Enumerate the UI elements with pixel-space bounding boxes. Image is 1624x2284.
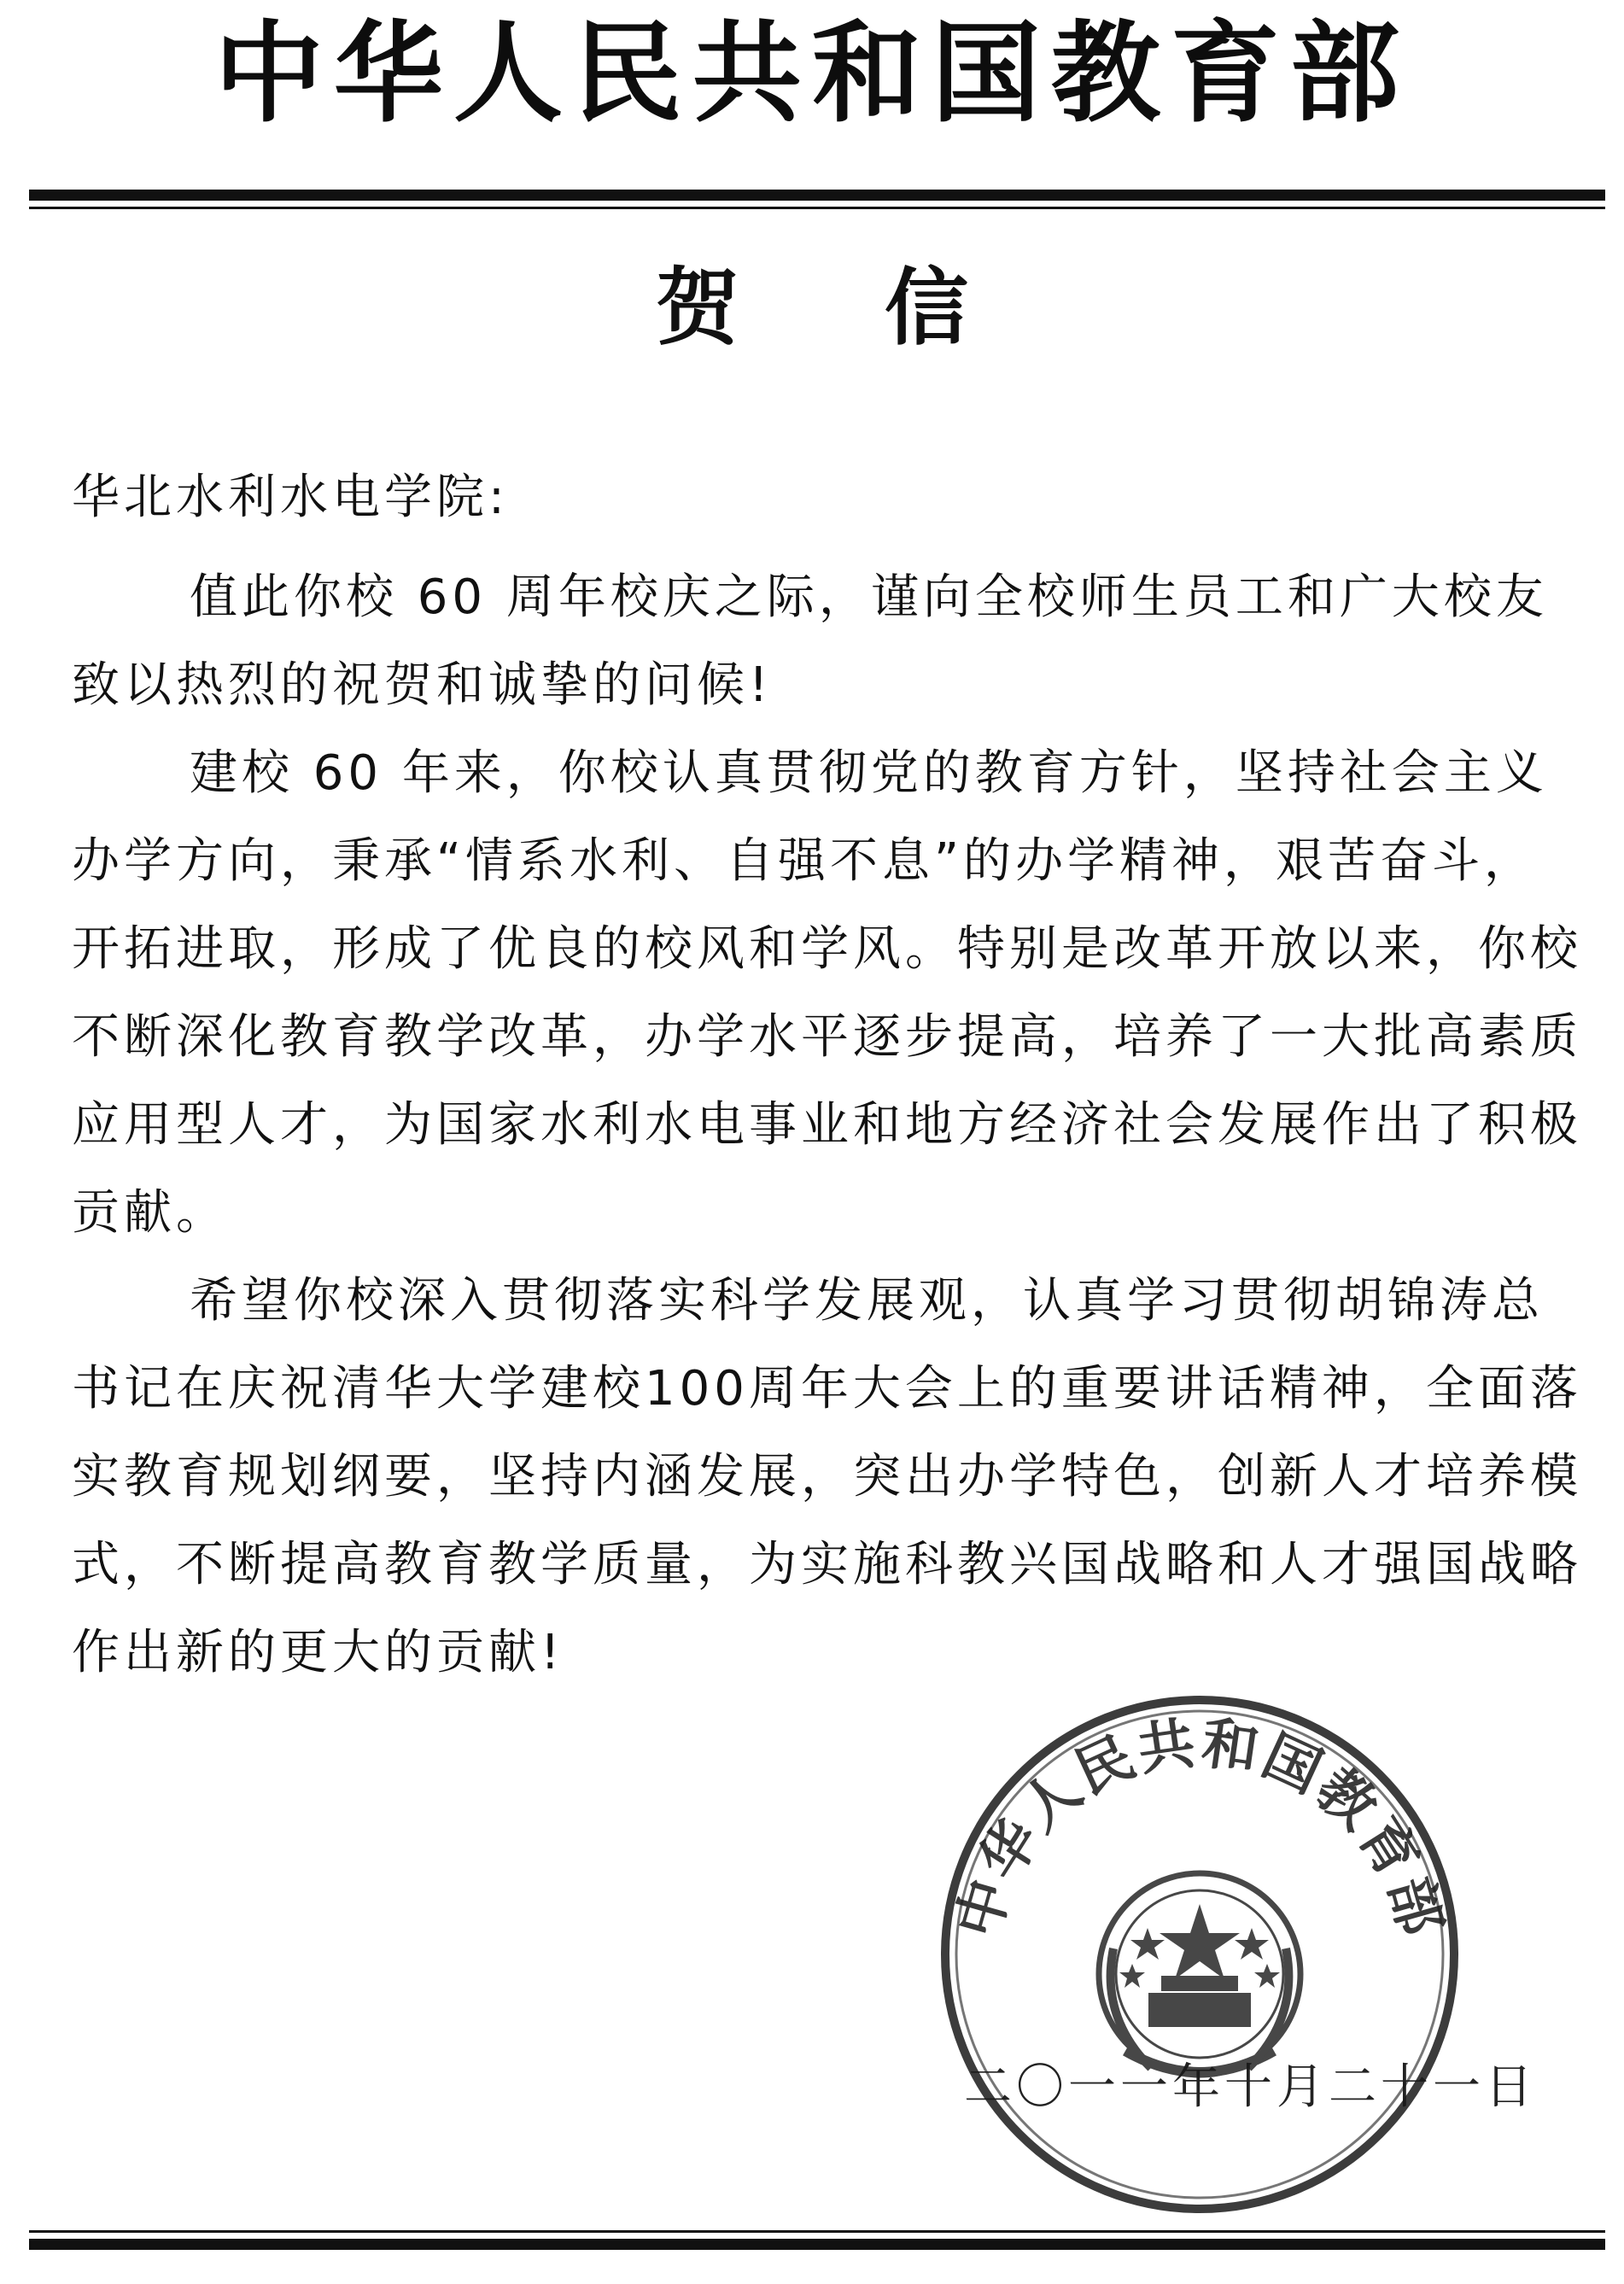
footer-thin-rule	[29, 2230, 1605, 2233]
seal-text: 中华人民共和国教育部	[943, 1709, 1456, 1945]
footer-thick-rule	[29, 2239, 1605, 2250]
letter-title: 贺信	[655, 259, 1113, 357]
letterhead-thick-rule	[29, 190, 1605, 201]
letterhead-title: 中华人民共和国教育部	[213, 9, 1410, 137]
letterhead-thin-rule	[29, 207, 1605, 209]
letter-body	[72, 553, 1583, 1697]
paragraph-hope: 希望你校深入贯彻落实科学发展观，认真学习贯彻胡锦涛总书记在庆祝清华大学建校100周年大会上的重要讲话精神，全面落实教育规划纲要，坚持内涵发展，突出办学特色，创新人才培养模式，不断提高教育教学质量，为实施科教兴国战略和人才强国战略作出新的更大的贡献!	[72, 1273, 1582, 1680]
signature-date: 二〇一一年十月二十一日	[964, 2059, 1537, 2115]
paragraph-history: 建校 60 年来，你校认真贯彻党的教育方针，坚持社会主义办学方向，秉承“情系水利、自强不息”的办学精神，艰苦奋斗，开拓进取，形成了优良的校风和学风。特别是改革开放以来，你校不断深化教育教学改革，办学水平逐步提高，培养了一大批高素质应用型人才，为国家水利水电事业和地方经济社会发展作出了积极贡献。	[72, 745, 1582, 1241]
salutation: 华北水利水电学院:	[72, 470, 509, 525]
official-seal	[938, 1692, 1462, 2217]
national-emblem	[1099, 1873, 1300, 2075]
paragraph-congratulation: 值此你校 60 周年校庆之际，谨向全校师生员工和广大校友致以热烈的祝贺和诚挚的问候!	[72, 570, 1548, 713]
